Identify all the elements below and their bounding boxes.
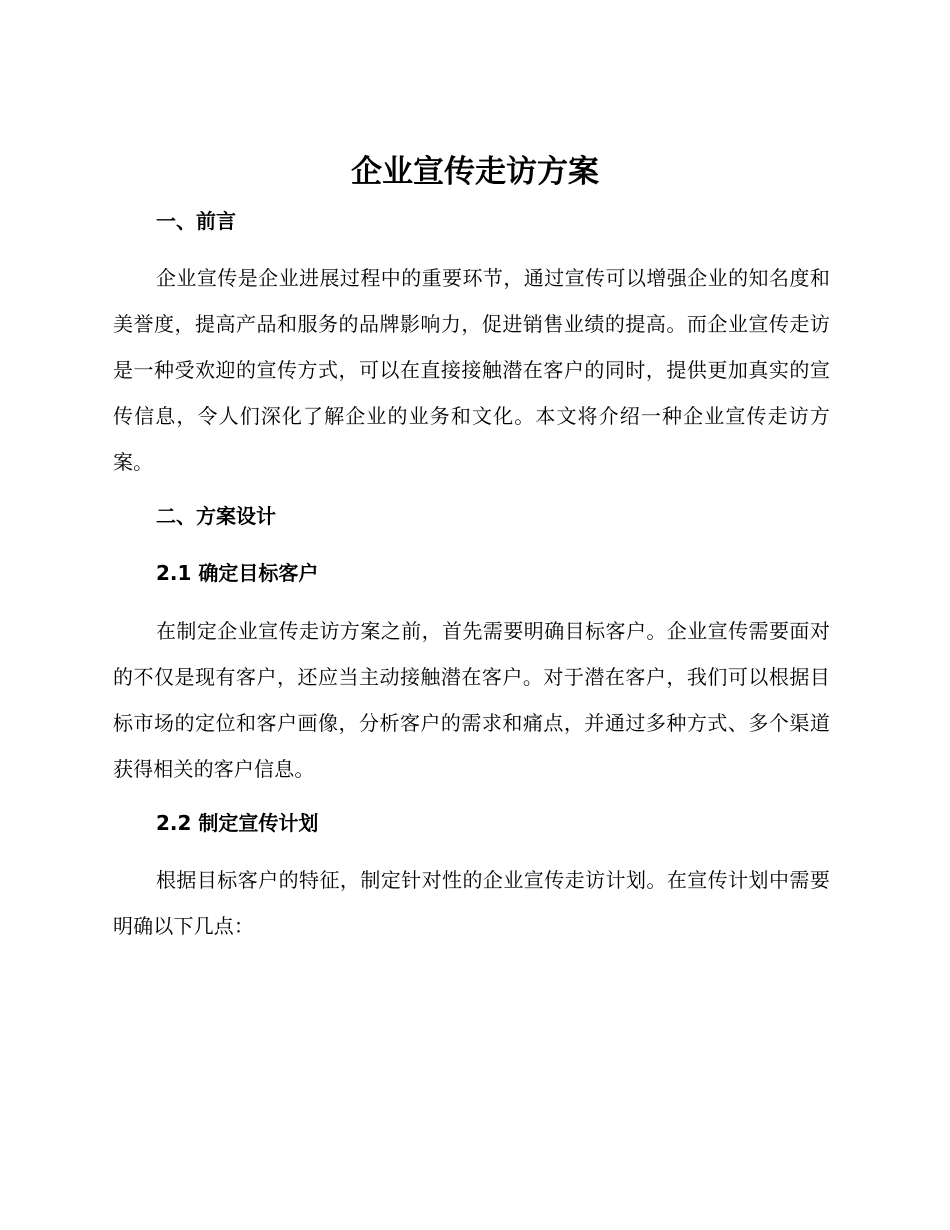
preface-paragraph: 企业宣传是企业进展过程中的重要环节，通过宣传可以增强企业的知名度和美誉度，提高产品和服务的品牌影响力，促进销售业绩的提高。而企业宣传走访是一种受欢迎的宣传方式，可以在直接接触潜在客户的同时，提供更加真实的宣传信息，令人们深化了解企业的业务和文化。本文将介绍一种企业宣传走访方案。: [113, 266, 830, 474]
section-heading-preface: 一、前言: [156, 209, 236, 233]
subsection-heading-target-customers: 2.1 确定目标客户: [156, 561, 319, 585]
section-heading-plan-design: 二、方案设计: [156, 504, 276, 528]
publicity-plan-paragraph: 根据目标客户的特征，制定针对性的企业宣传走访计划。在宣传计划中需要明确以下几点：: [113, 868, 830, 938]
subsection-heading-publicity-plan: 2.2 制定宣传计划: [156, 811, 319, 835]
document-title: 企业宣传走访方案: [351, 154, 599, 190]
target-customers-paragraph: 在制定企业宣传走访方案之前，首先需要明确目标客户。企业宣传需要面对的不仅是现有客户，还应当主动接触潜在客户。对于潜在客户，我们可以根据目标市场的定位和客户画像，分析客户的需求和痛点，并通过多种方式、多个渠道获得相关的客户信息。: [113, 619, 830, 781]
